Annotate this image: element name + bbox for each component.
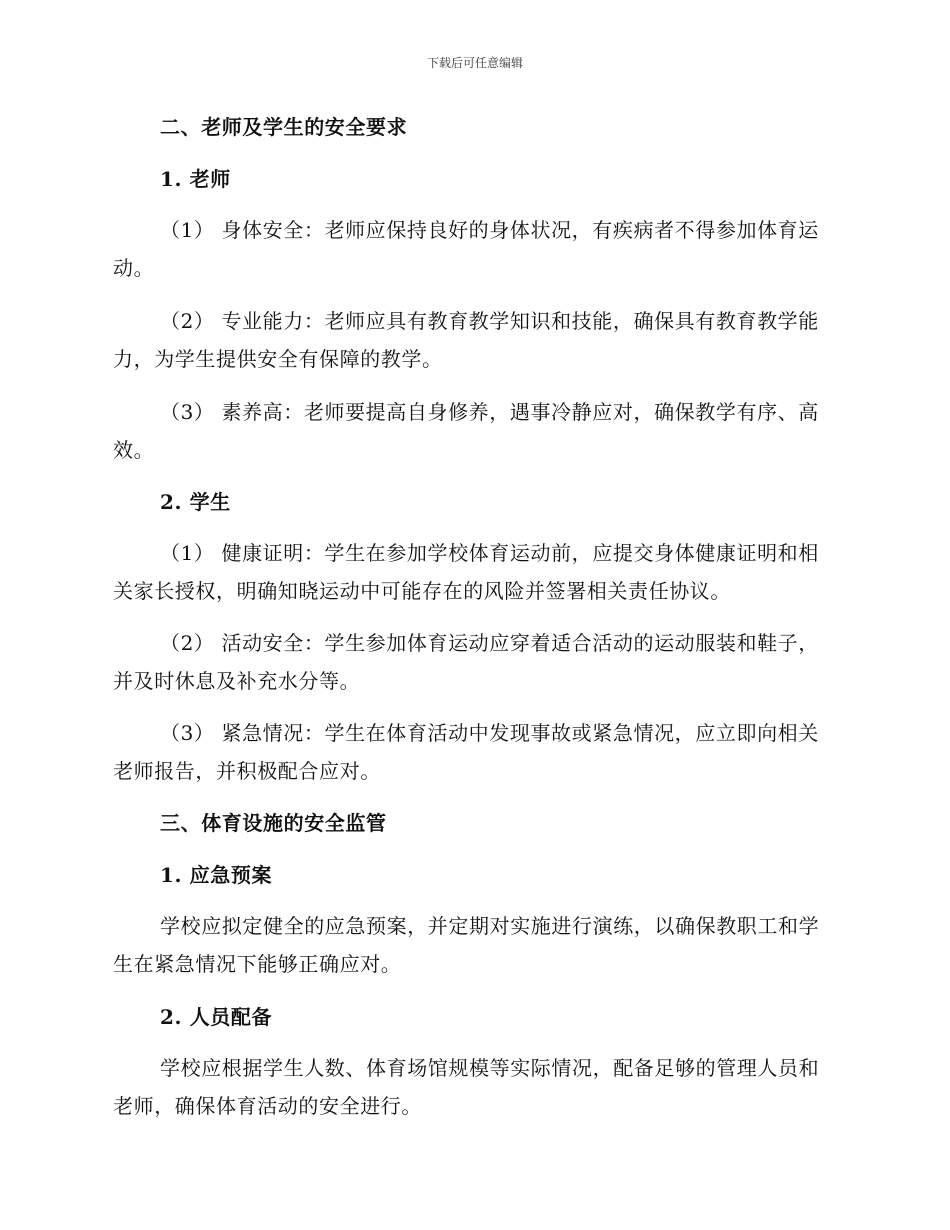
student-item-health-certificate: （1） 健康证明：学生在参加学校体育运动前，应提交身体健康证明和相关家长授权，明确知晓运动中可能存在的风险并签署相关责任协议。 <box>113 541 819 603</box>
teacher-item-health: （1） 身体安全：老师应保持良好的身体状况，有疾病者不得参加体育运动。 <box>113 218 819 280</box>
staffing-paragraph: 学校应根据学生人数、体育场馆规模等实际情况，配备足够的管理人员和老师，确保体育活动的安全进行。 <box>113 1056 820 1118</box>
section-heading-facilities: 三、体育设施的安全监管 <box>160 811 387 835</box>
student-item-emergency: （3） 紧急情况：学生在体育活动中发现事故或紧急情况，应立即向相关老师报告，并积极配合应对。 <box>113 721 819 783</box>
section-heading-requirements: 二、老师及学生的安全要求 <box>160 115 408 139</box>
subheading-emergency-plan: 1. 应急预案 <box>160 863 273 887</box>
teacher-item-competence: （2） 专业能力：老师应具有教育教学知识和技能，确保具有教育教学能力，为学生提供安全有保障的教学。 <box>113 309 819 371</box>
subheading-teacher: 1. 老师 <box>160 167 231 191</box>
subheading-staffing: 2. 人员配备 <box>160 1005 273 1029</box>
teacher-item-conduct: （3） 素养高：老师要提高自身修养，遇事冷静应对，确保教学有序、高效。 <box>113 400 819 462</box>
student-item-activity-safety: （2） 活动安全：学生参加体育运动应穿着适合活动的运动服装和鞋子，并及时休息及补充水分等。 <box>113 631 819 693</box>
subheading-student: 2. 学生 <box>160 490 231 514</box>
header-note: 下载后可任意编辑 <box>426 56 523 70</box>
emergency-plan-paragraph: 学校应拟定健全的应急预案，并定期对实施进行演练，以确保教职工和学生在紧急情况下能够正确应对。 <box>113 914 820 976</box>
